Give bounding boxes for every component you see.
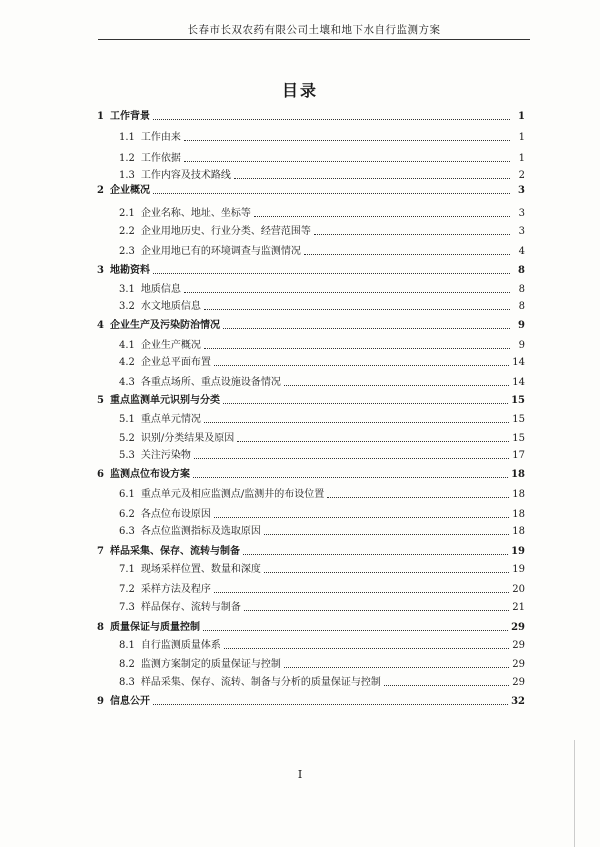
toc-entry-number: 1 — [97, 111, 104, 122]
toc-leader-dots — [243, 554, 508, 555]
toc-entry-number: 6.3 — [119, 526, 135, 537]
toc-leader-dots — [153, 273, 510, 274]
toc-entry-number: 9 — [97, 696, 104, 707]
toc-entry-page: 8 — [518, 265, 525, 276]
toc-entry-4-1[interactable] — [119, 336, 525, 352]
toc-leader-dots — [284, 667, 509, 668]
toc-leader-dots — [214, 365, 509, 366]
toc-entry-text: 样品保存、流转与制备 — [140, 602, 241, 613]
toc-entry-page: 14 — [512, 377, 525, 388]
toc-entry-3[interactable] — [97, 261, 525, 277]
toc-entry-text: 工作由来 — [140, 132, 181, 143]
toc-entry-page: 20 — [512, 584, 525, 595]
toc-entry-text: 企业名称、地址、坐标等 — [140, 208, 251, 219]
toc-entry-2[interactable] — [97, 181, 525, 197]
toc-entry-number: 2.1 — [119, 208, 135, 219]
toc-entry-page: 3 — [518, 226, 525, 237]
toc-entry-1-2[interactable] — [119, 149, 525, 165]
toc-leader-dots — [304, 254, 510, 255]
toc-entry-text: 关注污染物 — [140, 450, 191, 461]
toc-entry-2-1[interactable] — [119, 204, 525, 220]
toc-leader-dots — [184, 140, 510, 141]
toc-entry-text: 企业生产及污染防治情况 — [109, 320, 220, 331]
toc-leader-dots — [327, 497, 509, 498]
toc-entry-8-2[interactable] — [119, 655, 525, 671]
toc-entry-text: 样品采集、保存、流转与制备 — [109, 546, 240, 557]
toc-entry-1-1[interactable] — [119, 128, 525, 144]
toc-entry-text: 企业用地历史、行业分类、经营范围等 — [140, 226, 311, 237]
toc-entry-page: 15 — [511, 395, 525, 406]
toc-entry-text: 地质信息 — [140, 284, 181, 295]
toc-leader-dots — [234, 178, 510, 179]
toc-entry-number: 7 — [97, 546, 104, 557]
running-header: 长春市长双农药有限公司土壤和地下水自行监测方案 — [187, 24, 441, 36]
toc-entry-6[interactable] — [97, 465, 525, 481]
toc-entry-text: 企业生产概况 — [140, 340, 201, 351]
toc-leader-dots — [194, 458, 509, 459]
toc-leader-dots — [214, 517, 509, 518]
toc-entry-number: 6 — [97, 469, 104, 480]
toc-entry-text: 质量保证与质量控制 — [109, 622, 200, 633]
toc-entry-text: 工作依据 — [140, 153, 181, 164]
toc-entry-number: 5 — [97, 395, 104, 406]
toc-leader-dots — [314, 234, 510, 235]
scan-edge-line — [574, 740, 575, 847]
toc-entry-number: 5.3 — [119, 450, 135, 461]
toc-entry-page: 32 — [511, 696, 525, 707]
toc-entry-2-2[interactable] — [119, 222, 525, 238]
toc-entry-number: 7.1 — [119, 564, 135, 575]
toc-entry-page: 9 — [518, 320, 525, 331]
toc-entry-number: 4.2 — [119, 357, 135, 368]
toc-entry-number: 5.2 — [119, 433, 135, 444]
toc-entry-8[interactable] — [97, 618, 525, 634]
toc-entry-page: 2 — [518, 170, 525, 181]
toc-entry-text: 自行监测质量体系 — [140, 640, 221, 651]
toc-leader-dots — [204, 309, 510, 310]
toc-entry-3-1[interactable] — [119, 280, 525, 296]
toc-entry-text: 地勘资料 — [109, 265, 150, 276]
toc-entry-page: 18 — [511, 469, 525, 480]
toc-entry-page: 29 — [512, 640, 525, 651]
toc-entry-4-3[interactable] — [119, 373, 525, 389]
toc-entry-6-1[interactable] — [119, 485, 525, 501]
toc-leader-dots — [204, 348, 510, 349]
toc-entry-number: 2.3 — [119, 246, 135, 257]
toc-leader-dots — [237, 441, 509, 442]
toc-entry-6-3[interactable] — [119, 522, 525, 538]
toc-entry-5-3[interactable] — [119, 446, 525, 462]
toc-entry-7-1[interactable] — [119, 560, 525, 576]
toc-leader-dots — [224, 648, 509, 649]
toc-entry-5-2[interactable] — [119, 429, 525, 445]
toc-entry-number: 4 — [97, 320, 104, 331]
toc-entry-9[interactable] — [97, 692, 525, 708]
toc-entry-text: 重点单元及相应监测点/监测井的布设位置 — [140, 489, 325, 500]
toc-leader-dots — [244, 610, 509, 611]
toc-leader-dots — [264, 534, 509, 535]
toc-leader-dots — [153, 704, 508, 705]
toc-entry-text: 水文地质信息 — [140, 301, 201, 312]
toc-leader-dots — [193, 477, 508, 478]
toc-entry-page: 1 — [518, 111, 525, 122]
toc-entry-text: 工作背景 — [109, 111, 150, 122]
toc-title: 目录 — [281, 81, 318, 100]
toc-entry-text: 各点位监测指标及选取原因 — [140, 526, 261, 537]
toc-entry-page: 3 — [518, 185, 525, 196]
toc-entry-7-3[interactable] — [119, 598, 525, 614]
toc-leader-dots — [203, 630, 508, 631]
toc-entry-page: 15 — [512, 414, 525, 425]
toc-entry-page: 29 — [512, 677, 525, 688]
toc-entry-page: 9 — [518, 340, 525, 351]
toc-entry-number: 1.3 — [119, 170, 135, 181]
toc-entry-text: 现场采样位置、数量和深度 — [140, 564, 261, 575]
toc-entry-number: 8 — [97, 622, 104, 633]
toc-entry-page: 17 — [512, 450, 525, 461]
toc-entry-number: 7.3 — [119, 602, 135, 613]
toc-entry-8-1[interactable] — [119, 636, 525, 652]
toc-entry-page: 4 — [518, 246, 525, 257]
toc-entry-page: 14 — [512, 357, 525, 368]
toc-entry-3-2[interactable] — [119, 297, 525, 313]
toc-entry-page: 19 — [511, 546, 525, 557]
toc-entry-number: 3 — [97, 265, 104, 276]
toc-entry-text: 信息公开 — [109, 696, 150, 707]
toc-entry-number: 6.1 — [119, 489, 135, 500]
toc-entry-page: 15 — [512, 433, 525, 444]
toc-leader-dots — [254, 216, 510, 217]
toc-entry-number: 8.2 — [119, 659, 135, 670]
toc-leader-dots — [284, 385, 509, 386]
toc-entry-7[interactable] — [97, 542, 525, 558]
toc-leader-dots — [153, 193, 510, 194]
toc-leader-dots — [184, 292, 510, 293]
toc-entry-page: 19 — [512, 564, 525, 575]
toc-entry-number: 3.2 — [119, 301, 135, 312]
toc-entry-number: 7.2 — [119, 584, 135, 595]
toc-entry-number: 4.3 — [119, 377, 135, 388]
toc-entry-4[interactable] — [97, 316, 525, 332]
toc-leader-dots — [214, 592, 509, 593]
toc-entry-text: 监测点位布设方案 — [109, 469, 190, 480]
toc-entry-page: 18 — [512, 489, 525, 500]
toc-entry-5[interactable] — [97, 391, 525, 407]
toc-entry-text: 采样方法及程序 — [140, 584, 211, 595]
toc-entry-number: 6.2 — [119, 509, 135, 520]
toc-entry-number: 8.1 — [119, 640, 135, 651]
toc-entry-text: 重点单元情况 — [140, 414, 201, 425]
toc-entry-1-3[interactable] — [119, 166, 525, 182]
toc-leader-dots — [223, 403, 508, 404]
toc-entry-text: 企业用地已有的环境调查与监测情况 — [140, 246, 301, 257]
toc-entry-page: 1 — [518, 153, 525, 164]
toc-entry-page: 29 — [511, 622, 525, 633]
toc-leader-dots — [384, 685, 509, 686]
toc-entry-text: 各点位布设原因 — [140, 509, 211, 520]
toc-entry-5-1[interactable] — [119, 410, 525, 426]
toc-leader-dots — [264, 572, 509, 573]
toc-entry-number: 5.1 — [119, 414, 135, 425]
toc-entry-1[interactable] — [97, 107, 525, 123]
toc-entry-page: 3 — [518, 208, 525, 219]
page-number: I — [297, 768, 303, 781]
toc-entry-8-3[interactable] — [119, 673, 525, 689]
toc-entry-text: 识别/分类结果及原因 — [140, 433, 235, 444]
toc-entry-number: 1.2 — [119, 153, 135, 164]
toc-entry-page: 18 — [512, 509, 525, 520]
toc-entry-page: 18 — [512, 526, 525, 537]
toc-entry-number: 2.2 — [119, 226, 135, 237]
toc-entry-text: 监测方案制定的质量保证与控制 — [140, 659, 281, 670]
toc-leader-dots — [223, 328, 510, 329]
toc-entry-text: 重点监测单元识别与分类 — [109, 395, 220, 406]
toc-entry-page: 8 — [518, 284, 525, 295]
toc-entry-number: 3.1 — [119, 284, 135, 295]
toc-entry-text: 样品采集、保存、流转、制备与分析的质量保证与控制 — [140, 677, 381, 688]
toc-entry-number: 1.1 — [119, 132, 135, 143]
toc-entry-6-2[interactable] — [119, 505, 525, 521]
toc-entry-page: 29 — [512, 659, 525, 670]
toc-entry-7-2[interactable] — [119, 580, 525, 596]
toc-leader-dots — [204, 422, 509, 423]
toc-entry-number: 2 — [97, 185, 104, 196]
toc-leader-dots — [153, 119, 510, 120]
toc-entry-page: 8 — [518, 301, 525, 312]
toc-entry-text: 各重点场所、重点设施设备情况 — [140, 377, 281, 388]
toc-entry-number: 8.3 — [119, 677, 135, 688]
toc-entry-2-3[interactable] — [119, 242, 525, 258]
toc-entry-number: 4.1 — [119, 340, 135, 351]
toc-entry-page: 1 — [518, 132, 525, 143]
toc-entry-4-2[interactable] — [119, 353, 525, 369]
toc-entry-page: 21 — [512, 602, 525, 613]
toc-entry-text: 企业总平面布置 — [140, 357, 211, 368]
toc-entry-text: 企业概况 — [109, 185, 150, 196]
toc-leader-dots — [184, 161, 510, 162]
toc-entry-text: 工作内容及技术路线 — [140, 170, 231, 181]
